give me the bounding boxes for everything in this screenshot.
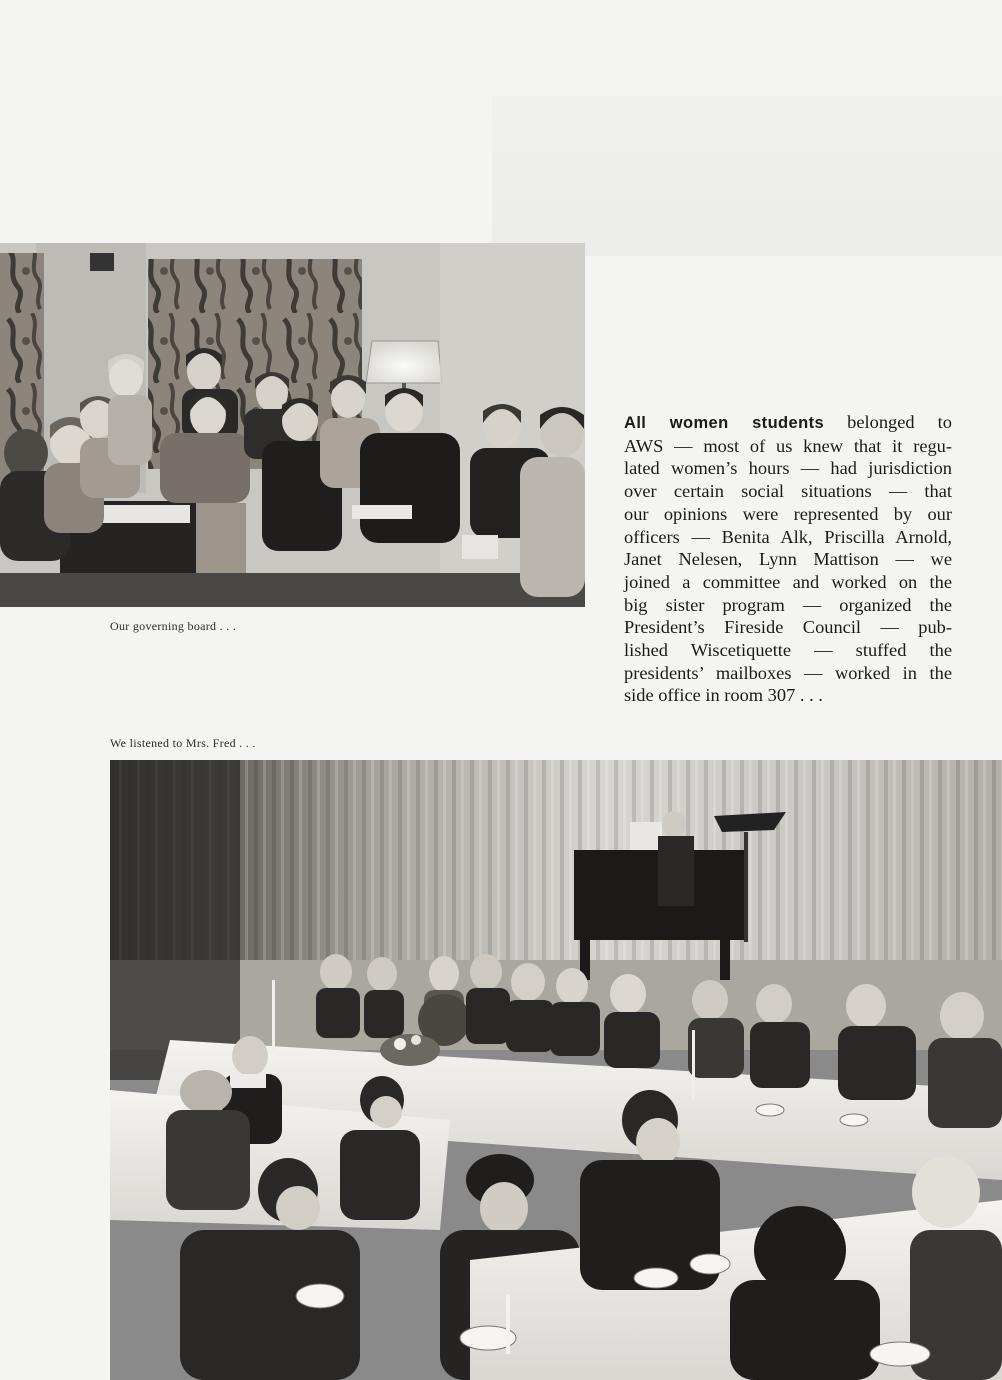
article-line-7: Janet Nelesen, Lynn Mattison — we	[624, 549, 952, 570]
article-line-3: lated women’s hours — had jurisdiction	[624, 458, 952, 479]
governing-board-caption: Our governing board . . .	[110, 619, 237, 633]
article-line-9: big sister program — organized the	[624, 594, 952, 615]
article-line-8: joined a committee and worked on the	[624, 571, 952, 592]
article-line-1: All women students belonged to	[624, 412, 952, 432]
banquet-photo	[110, 760, 1002, 1380]
article-line-2: AWS — most of us knew that it regu-	[624, 435, 952, 456]
article-line-11: lished Wiscetiquette — stuffed the	[624, 640, 952, 661]
article-line-4: over certain social situations — that	[624, 481, 952, 502]
article-line-5: our opinions were represented by our	[624, 503, 952, 524]
article-paragraph	[624, 411, 952, 707]
banquet-caption: We listened to Mrs. Fred . . .	[110, 736, 256, 750]
article-line-6: officers — Benita Alk, Priscilla Arnold,	[624, 526, 952, 547]
bleed-through-shadow	[492, 96, 1002, 256]
governing-board-photo	[0, 243, 585, 607]
article-lead: All women students	[624, 414, 825, 432]
article-line-13: side office in room 307 . . .	[624, 685, 823, 706]
article-line-10: President’s Fireside Council — pub-	[624, 617, 952, 638]
article-line-12: presidents’ mailboxes — worked in the	[624, 662, 952, 683]
